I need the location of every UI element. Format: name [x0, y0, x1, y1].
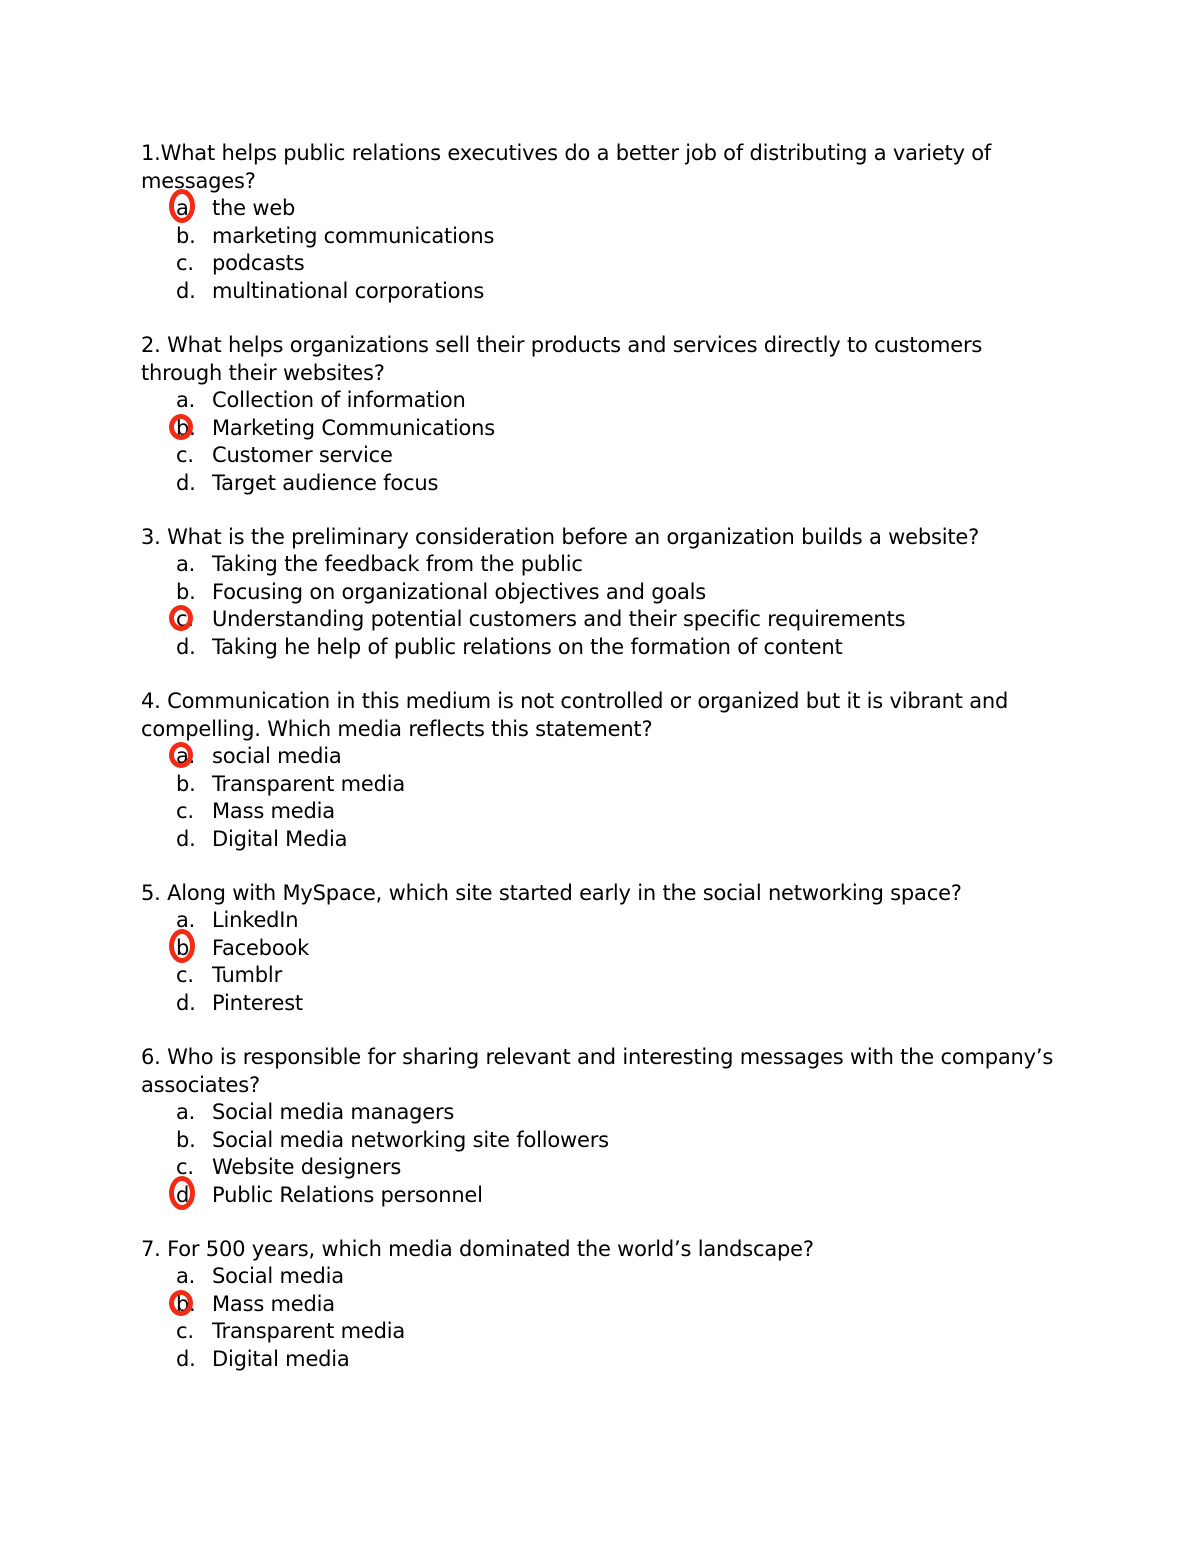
option-text: Social media [212, 1264, 344, 1288]
question-block [141, 523, 1061, 661]
option-letter: c. [176, 963, 194, 987]
option-letter: a. [176, 552, 196, 576]
option-letter: a. [176, 1264, 196, 1288]
option-text: Tumblr [212, 963, 283, 987]
answer-option [141, 1318, 1061, 1346]
answer-option [141, 551, 1061, 579]
option-letter: a. [176, 388, 196, 412]
option-letter: d. [176, 634, 196, 659]
answer-options [141, 743, 1061, 853]
option-text: Digital media [212, 1346, 350, 1371]
option-letter: b. [176, 1127, 196, 1152]
question-block [141, 879, 1061, 1017]
answer-options [141, 1099, 1061, 1209]
option-text: Customer service [212, 443, 393, 467]
answer-option [141, 634, 1061, 662]
answer-option [141, 1263, 1061, 1291]
answer-option [141, 907, 1061, 935]
option-text: Taking he help of public relations on the formation of content [212, 634, 843, 659]
option-text: Mass media [212, 1291, 335, 1316]
option-letter: a. [176, 908, 196, 932]
option-text: podcasts [212, 251, 305, 275]
answer-options [141, 387, 1061, 497]
answer-option [141, 798, 1061, 826]
option-letter: b. [176, 935, 196, 960]
option-letter: c. [176, 799, 194, 823]
option-text: LinkedIn [212, 908, 299, 932]
option-text: Focusing on organizational objectives and goals [212, 579, 707, 604]
answer-option [141, 771, 1061, 799]
answer-option [141, 195, 1061, 223]
answer-circle-mark [169, 742, 193, 768]
answer-option [141, 1182, 1061, 1210]
answer-option [141, 415, 1061, 443]
answer-circle-mark [169, 929, 195, 963]
question-text: 1.What helps public relations executives do a better job of distributing a variety of messages? [141, 141, 992, 193]
option-letter: b. [176, 415, 196, 440]
answer-option [141, 606, 1061, 634]
answer-circle-mark [169, 1290, 193, 1316]
option-text: Public Relations personnel [212, 1182, 483, 1207]
option-text: Understanding potential customers and their specific requirements [212, 607, 906, 631]
question-text: 6. Who is responsible for sharing relevant and interesting messages with the company’s associates? [141, 1045, 1054, 1097]
option-text: social media [212, 744, 342, 768]
answer-circle-mark [169, 1176, 195, 1210]
answer-option [141, 387, 1061, 415]
answer-circle-mark [169, 414, 193, 440]
answer-option [141, 250, 1061, 278]
answer-option [141, 470, 1061, 498]
question-text: 4. Communication in this medium is not controlled or organized but it is vibrant and compelling. Which media reflects this statement? [141, 689, 1009, 741]
option-letter: b. [176, 579, 196, 604]
answer-option [141, 1099, 1061, 1127]
answer-options [141, 551, 1061, 661]
option-text: Marketing Communications [212, 415, 495, 440]
option-letter: d. [176, 826, 196, 851]
question-text: 2. What helps organizations sell their products and services directly to customers through their websites? [141, 333, 983, 385]
option-letter: d. [176, 470, 196, 495]
option-letter: b. [176, 771, 196, 796]
option-letter: d. [176, 1182, 196, 1207]
answer-option [141, 1154, 1061, 1182]
option-text: marketing communications [212, 223, 495, 248]
question-block [141, 1043, 1061, 1209]
answer-option [141, 743, 1061, 771]
question-block [141, 331, 1061, 497]
option-text: the web [212, 196, 296, 220]
answer-option [141, 1346, 1061, 1374]
answer-option [141, 962, 1061, 990]
option-letter: c. [176, 251, 194, 275]
option-text: Taking the feedback from the public [212, 552, 583, 576]
answer-option [141, 223, 1061, 251]
option-letter: a. [176, 744, 196, 768]
option-letter: d. [176, 990, 196, 1015]
option-letter: b. [176, 223, 196, 248]
option-letter: b. [176, 1291, 196, 1316]
option-text: Transparent media [212, 771, 406, 796]
answer-circle-mark [169, 189, 195, 223]
question-block [141, 687, 1061, 853]
answer-option [141, 990, 1061, 1018]
option-text: multinational corporations [212, 278, 485, 303]
option-letter: a. [176, 1100, 196, 1124]
answer-option [141, 442, 1061, 470]
answer-circle-mark [169, 605, 193, 631]
answer-options [141, 907, 1061, 1017]
option-text: Digital Media [212, 826, 348, 851]
option-letter: c. [176, 443, 194, 467]
quiz-document [141, 139, 1061, 1399]
question-block [141, 1235, 1061, 1373]
option-letter: d. [176, 278, 196, 303]
answer-option [141, 1291, 1061, 1319]
question-text: 5. Along with MySpace, which site started early in the social networking space? [141, 881, 962, 905]
option-letter: c. [176, 1155, 194, 1179]
option-text: Mass media [212, 799, 335, 823]
option-letter: c. [176, 607, 194, 631]
option-text: Collection of information [212, 388, 466, 412]
option-text: Target audience focus [212, 470, 439, 495]
answer-options [141, 195, 1061, 305]
answer-option [141, 935, 1061, 963]
option-text: Website designers [212, 1155, 402, 1179]
answer-option [141, 826, 1061, 854]
option-letter: d. [176, 1346, 196, 1371]
option-letter: a. [176, 196, 196, 220]
option-text: Facebook [212, 935, 310, 960]
option-text: Transparent media [212, 1319, 406, 1343]
answer-option [141, 1127, 1061, 1155]
answer-option [141, 579, 1061, 607]
question-text: 7. For 500 years, which media dominated the world’s landscape? [141, 1237, 814, 1261]
question-block [141, 139, 1061, 305]
option-letter: c. [176, 1319, 194, 1343]
option-text: Pinterest [212, 990, 303, 1015]
answer-options [141, 1263, 1061, 1373]
answer-option [141, 278, 1061, 306]
option-text: Social media managers [212, 1100, 455, 1124]
question-text: 3. What is the preliminary consideration before an organization builds a website? [141, 525, 980, 549]
option-text: Social media networking site followers [212, 1127, 609, 1152]
